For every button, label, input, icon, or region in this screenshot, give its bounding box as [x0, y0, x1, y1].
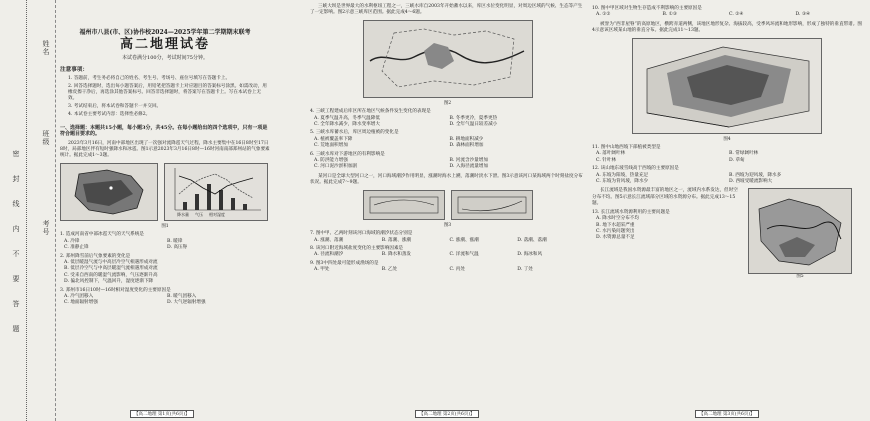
figure-caption: 图5 — [796, 274, 804, 280]
question — [60, 232, 270, 251]
answer-option[interactable]: A. 低层暖湿气流与中高层冷空气相遇形成对流 — [64, 259, 158, 265]
answer-option[interactable]: D. 丁处 — [517, 267, 533, 273]
question — [310, 246, 585, 259]
salinity-panel-b — [451, 190, 533, 220]
answer-option[interactable]: A. 夏季气温升高，冬季气温降低 — [314, 115, 380, 121]
answer-option[interactable]: C. 涨潮、涨潮 — [449, 237, 479, 243]
answer-option[interactable]: C. 针叶林 — [596, 157, 617, 163]
salinity-panel-a — [363, 190, 445, 220]
binding-char: 不 — [12, 250, 20, 258]
answer-option[interactable]: B. 冬季更冷，夏季更热 — [449, 115, 498, 121]
question — [592, 166, 862, 185]
answer-option[interactable]: D. 森林面积增加 — [449, 143, 484, 149]
chart-legend — [177, 212, 225, 218]
question-intro: 三峡大坝是世界最大的水利枢纽工程之一，三峡水库自2003年开始蓄水以来，库区水位变化明显，对周边区域的气候、生态等产生了一定影响。图2示意三峡库区范围。据此完成4～6题。 — [310, 4, 583, 16]
answer-option[interactable]: C. 受来自西南的暖湿气流影响，气压逐渐升高 — [64, 272, 158, 278]
answer-option[interactable]: A. 冷锋 — [64, 238, 80, 244]
question — [60, 254, 270, 286]
question-stem: 10. 图中甲区域对生物生存造成不利影响的主要原因是 — [592, 6, 702, 11]
notice-item: 3. 考试结束后，将本试卷和答题卡一并交回。 — [68, 104, 162, 110]
answer-option[interactable]: D. 海冰和风 — [517, 252, 543, 258]
answer-option[interactable]: A. 东坡为阳坡，热量充足 — [596, 172, 649, 178]
answer-option[interactable]: C. 水污染问题突出 — [596, 228, 635, 234]
question-stem: 3. 郑州市16日10时—16时相对湿度变化的主要原因是 — [60, 287, 171, 293]
page-footer: 【高二地理 第2页(共6页)】 — [415, 410, 479, 418]
page-title: 高二地理试卷 — [119, 37, 210, 53]
answer-option[interactable]: D. ③④ — [795, 12, 811, 18]
binding-field-class: 班级 — [42, 130, 50, 146]
answer-option[interactable]: A. 涨潮、落潮 — [314, 237, 344, 243]
answer-option[interactable]: A. 降水时空分布不均 — [596, 216, 639, 222]
answer-option[interactable]: B. 地下水超采严重 — [596, 222, 635, 228]
question-stem: 13. 长江流域水资源利用的主要问题是 — [592, 209, 670, 215]
answer-option[interactable]: C. 荒地面积增加 — [314, 143, 348, 149]
binding-line — [26, 0, 29, 421]
question-stem: 4. 三峡工程建成后库区所在地区气候条件发生变化的表现是 — [310, 109, 431, 115]
binding-char: 线 — [12, 200, 20, 208]
question-stem: 1. 造成河南省中部冰雹天气的天气系统是 — [60, 232, 144, 238]
question — [592, 145, 862, 164]
meteo-chart — [164, 163, 268, 221]
answer-option[interactable]: B. 耕地面积减少 — [449, 136, 484, 142]
bottom-block — [592, 188, 862, 280]
answer-option[interactable]: B. 落潮、涨潮 — [381, 237, 412, 243]
question-intro: 长江流域是我国水资源最丰富的地区之一，流域内水系发达，但时空分布不均。图5示意长江流域部分区域的水资源分布。据此完成13～15题。 — [592, 188, 738, 207]
answer-option[interactable]: B. 常绿阔叶林 — [729, 151, 759, 157]
question-intro: 某河口是全球大型河口之一，河口海域潮汐作用明显，涨潮时海水上溯，落潮时淡水下泄。图3示意该河口某海域两个时刻盐度分布状况。据此完成7～9题。 — [310, 173, 583, 186]
binding-field-id: 考号 — [42, 220, 50, 236]
answer-option[interactable]: B. 暖气团移入 — [167, 293, 197, 299]
question-stem: 2. 郑州降雪前后气象要素的变化是 — [60, 253, 131, 259]
figure-3 — [310, 190, 585, 220]
figure-caption: 图1 — [161, 223, 169, 229]
question — [310, 109, 585, 128]
binding-field-name: 姓名 — [42, 40, 50, 56]
question — [592, 6, 862, 19]
answer-option[interactable]: D. 全年气温日较差减小 — [449, 122, 498, 128]
figure-1 — [60, 163, 270, 221]
answer-option[interactable]: C. 地面辐射增强 — [64, 300, 98, 306]
figure-5-map — [748, 188, 852, 274]
henan-map — [60, 163, 158, 221]
answer-option[interactable]: D. 偏北风控制下，气温回升，湿度逐渐下降 — [64, 279, 154, 285]
legend-item: 相对湿度 — [209, 212, 225, 218]
question-stem: 8. 该河口附近海域盐度变化的主要影响因素是 — [310, 245, 404, 251]
page-column-2 — [310, 4, 585, 274]
bottom-text — [592, 188, 742, 280]
notice-item: 2. 回答选择题时，选出每小题答案后，用铅笔把答题卡上对应题目的答案标号涂黑。如需改动，用橡皮擦干净后，再选涂其他答案标号。回答非选择题时，将答案写在答题卡上。写在本试卷上无效。 — [68, 83, 267, 102]
question-stem: 6. 三峡水库对下游地区的有利影响是 — [310, 151, 385, 157]
page-column-3 — [592, 4, 862, 281]
answer-option[interactable]: A. ①② — [596, 12, 611, 18]
answer-option[interactable]: B. 河流含沙量增加 — [449, 158, 488, 164]
answer-option[interactable]: C. 丙处 — [449, 267, 465, 273]
legend-item: 降水量 — [177, 212, 189, 218]
question-stem: 9. 图3中四处最可能形成渔场的是 — [310, 260, 379, 266]
answer-option[interactable]: D. 草甸 — [729, 157, 745, 163]
answer-option[interactable]: D. 大气逆辐射增强 — [167, 300, 206, 306]
answer-option[interactable]: B. 降水和蒸发 — [381, 252, 412, 258]
question — [310, 261, 585, 274]
question-stem: 7. 图中甲、乙两时刻该河口海域的潮汐状态分别是 — [310, 231, 413, 237]
notice-item: 4. 本试卷主要考试内容：选择性必修2。 — [68, 112, 151, 118]
figure-4-block-diagram — [632, 38, 822, 134]
binding-char: 密 — [12, 150, 20, 158]
answer-option[interactable]: D. 西坡受暖流影响大 — [729, 179, 773, 185]
figure-5-wrap — [748, 188, 852, 280]
binding-char: 内 — [12, 225, 20, 233]
question-intro: 2023年3月16日，河南中部地区出现了一次强对流降雹天气过程，降水主要集中在16日8时至17日8时，局部地区伴有短时强降水和冰雹。图1示意2023年3月16日8时—16时河南南部郑州站的气象要素统计。据此完成1～3题。 — [60, 140, 270, 159]
answer-option[interactable]: A. 径流和潮汐 — [314, 252, 344, 258]
answer-option[interactable]: C. ②④ — [729, 12, 744, 18]
answer-option[interactable]: D. 入海径流量增加 — [449, 164, 489, 170]
answer-option[interactable]: C. 全年降水减少，降水变率增大 — [314, 122, 380, 128]
figure-caption: 图3 — [443, 222, 452, 228]
figure-caption: 图4 — [723, 136, 731, 142]
notice-block — [60, 67, 270, 119]
page-column-1 — [60, 4, 270, 307]
binding-char: 封 — [12, 175, 20, 183]
question — [310, 130, 585, 149]
answer-option[interactable]: A. 防洪能力增强 — [314, 158, 348, 164]
notice-heading: 注意事项： — [60, 67, 88, 74]
question-intro: 被誉为“西非屋脊”的高原地区，横跨赤道两侧，该地区地形复杂、海拔较高，受季风环流和地形影响，形成了独特的垂直带谱。图4示意该区域某山地的垂直分布。据此完成11～13题。 — [592, 21, 862, 34]
answer-option[interactable]: C. 东坡为背风坡，降水少 — [596, 179, 649, 185]
answer-option[interactable]: A. 冷气团移入 — [64, 293, 94, 299]
answer-option[interactable]: D. 落潮、落潮 — [517, 237, 547, 243]
answer-option[interactable]: A. 植被覆盖率下降 — [314, 136, 353, 142]
question — [310, 152, 585, 171]
page-footer: 【高二地理 第3页(共6页)】 — [695, 410, 759, 418]
notice-item: 1. 答题前，考生务必将自己的姓名、考生号、考场号、座位号填写在答题卡上。 — [68, 75, 231, 81]
answer-option[interactable]: A. 落叶阔叶林 — [596, 151, 626, 157]
answer-option[interactable]: D. 水资源总量不足 — [596, 235, 635, 241]
page-footer: 【高二地理 第1页(共6页)】 — [130, 410, 194, 418]
answer-option[interactable]: A. 甲处 — [314, 267, 330, 273]
binding-char: 答 — [12, 300, 20, 308]
answer-option[interactable]: C. 洋流和气温 — [449, 252, 479, 258]
figure-2-map — [363, 20, 533, 98]
question-stem: 11. 图中山地西坡下部植被类型是 — [592, 145, 661, 151]
answer-option[interactable]: B. 西坡为迎风坡，降水多 — [729, 172, 782, 178]
question — [592, 210, 742, 242]
binding-char: 题 — [12, 325, 20, 333]
binding-char: 要 — [12, 275, 20, 283]
answer-option[interactable]: D. 高压脊 — [167, 245, 188, 251]
question — [310, 231, 585, 244]
answer-option[interactable]: B. 暖锋 — [167, 238, 183, 244]
figure-caption: 图2 — [443, 100, 452, 106]
question-stem: 5. 三峡水库蓄水后，库区周边植被的变化是 — [310, 130, 399, 136]
answer-option[interactable]: B. 低层冷空气与中高层暖湿气流相遇形成对流 — [64, 266, 158, 272]
question — [60, 288, 270, 307]
answer-option[interactable]: B. ①③ — [662, 12, 678, 18]
exam-meta: 本试卷满分100分，考试时间75分钟。 — [122, 54, 208, 61]
answer-option[interactable]: C. 河口泥沙淤积加剧 — [314, 164, 358, 170]
answer-option[interactable]: B. 乙处 — [381, 267, 398, 273]
binding-margin — [0, 0, 56, 421]
legend-item: 气压 — [195, 212, 203, 218]
section-heading: 一、选择题：本题共15小题，每小题3分，共45分。在每小题给出的四个选项中，只有一项是符合题目要求的。 — [60, 124, 268, 138]
answer-option[interactable]: C. 准静止锋 — [64, 245, 89, 251]
question-stem: 12. 该山地东坡雪线高于西坡的主要原因是 — [592, 166, 679, 172]
school-name: 福州市八县(市、区)协作校2024—2025学年第二学期期末联考 — [79, 29, 251, 36]
